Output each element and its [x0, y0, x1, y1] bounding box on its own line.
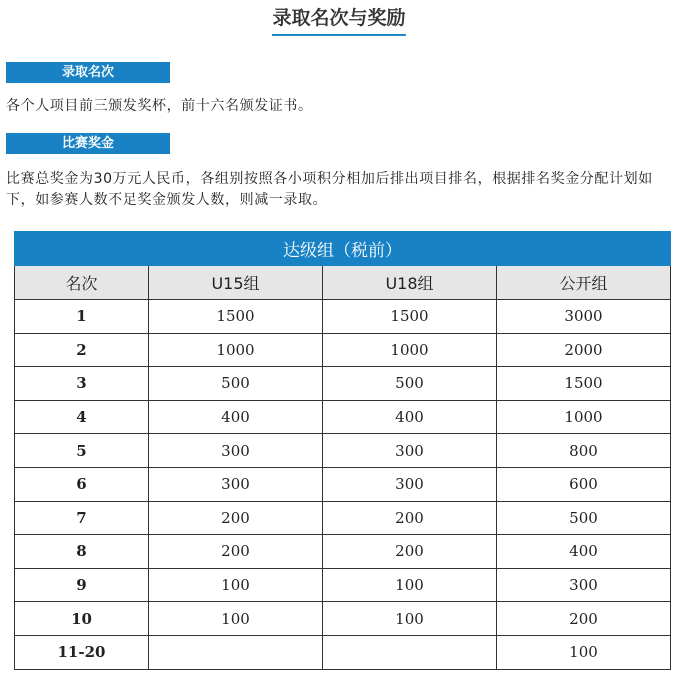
u15-cell: 200	[149, 501, 323, 535]
open-cell: 3000	[497, 300, 671, 334]
u15-cell: 1500	[149, 300, 323, 334]
u15-cell: 200	[149, 535, 323, 569]
admission-text: 各个人项目前三颁发奖杯，前十六名颁发证书。	[6, 98, 313, 114]
u15-cell: 400	[149, 400, 323, 434]
table-row	[15, 568, 671, 602]
section-heading-admission: 录取名次	[6, 62, 170, 83]
u18-cell: 300	[323, 467, 497, 501]
rank-cell: 1	[15, 300, 149, 334]
open-cell: 800	[497, 434, 671, 468]
open-cell: 600	[497, 467, 671, 501]
table-row	[15, 467, 671, 501]
u18-cell: 300	[323, 434, 497, 468]
open-cell: 400	[497, 535, 671, 569]
rank-cell: 3	[15, 367, 149, 401]
u18-cell: 500	[323, 367, 497, 401]
table-caption: 达级组（税前）	[15, 232, 671, 266]
open-cell: 1500	[497, 367, 671, 401]
rank-cell: 11-20	[15, 635, 149, 669]
open-cell: 1000	[497, 400, 671, 434]
rank-cell: 4	[15, 400, 149, 434]
table-row	[15, 434, 671, 468]
u15-cell: 1000	[149, 333, 323, 367]
page-title	[0, 6, 678, 36]
page-title-text: 录取名次与奖励	[272, 6, 405, 36]
prize-text: 比赛总奖金为30万元人民币，各组别按照各小项积分相加后排出项目排名，根据排名奖金分配计划如下，如参赛人数不足奖金颁发人数，则减一录取。	[6, 171, 653, 208]
table-header-row	[15, 266, 671, 300]
rank-cell: 9	[15, 568, 149, 602]
open-cell: 100	[497, 635, 671, 669]
open-cell: 2000	[497, 333, 671, 367]
rank-cell: 8	[15, 535, 149, 569]
table-row	[15, 535, 671, 569]
open-cell: 500	[497, 501, 671, 535]
column-header-u18: U18组	[323, 266, 497, 300]
table-caption-row	[15, 232, 671, 266]
u15-cell: 100	[149, 568, 323, 602]
u15-cell: 500	[149, 367, 323, 401]
table-row	[15, 300, 671, 334]
u18-cell: 1500	[323, 300, 497, 334]
u15-cell: 300	[149, 434, 323, 468]
table-row	[15, 367, 671, 401]
u18-cell: 100	[323, 602, 497, 636]
open-cell: 300	[497, 568, 671, 602]
u18-cell: 100	[323, 568, 497, 602]
rank-cell: 2	[15, 333, 149, 367]
section-heading-prize: 比赛奖金	[6, 133, 170, 154]
rank-cell: 6	[15, 467, 149, 501]
open-cell: 200	[497, 602, 671, 636]
prize-table	[14, 231, 671, 670]
rank-cell: 10	[15, 602, 149, 636]
table-row	[15, 635, 671, 669]
u18-cell: 200	[323, 501, 497, 535]
u18-cell	[323, 635, 497, 669]
table-row	[15, 602, 671, 636]
table-row	[15, 400, 671, 434]
column-header-open: 公开组	[497, 266, 671, 300]
rank-cell: 7	[15, 501, 149, 535]
u15-cell	[149, 635, 323, 669]
column-header-u15: U15组	[149, 266, 323, 300]
u18-cell: 200	[323, 535, 497, 569]
u18-cell: 400	[323, 400, 497, 434]
table-row	[15, 333, 671, 367]
u15-cell: 100	[149, 602, 323, 636]
rank-cell: 5	[15, 434, 149, 468]
column-header-rank: 名次	[15, 266, 149, 300]
u15-cell: 300	[149, 467, 323, 501]
table-row	[15, 501, 671, 535]
u18-cell: 1000	[323, 333, 497, 367]
